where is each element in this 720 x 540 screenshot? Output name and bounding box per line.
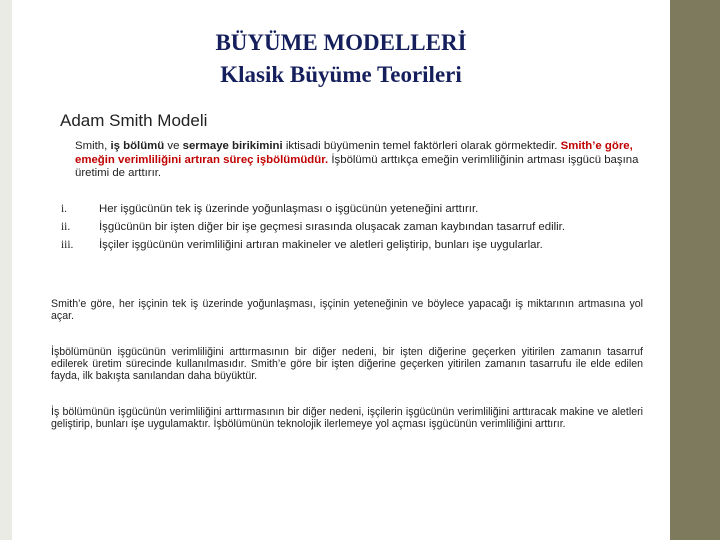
- intro-text: iktisadi büyümenin temel faktörleri olarak görmektedir.: [282, 140, 561, 152]
- intro-text: İşbölümü arttıkça emeğin verimliliğinin artması işgücü başına üretimi de arttırır.: [75, 153, 639, 179]
- slide-subtitle: Klasik Büyüme Teorileri: [220, 62, 462, 87]
- intro-paragraph: [75, 140, 670, 181]
- paragraph-1: Smith’e göre, her işçinin tek iş üzerinde yoğunlaşması, işçinin yeteneğinin ve böylece yapacağı iş miktarının artmasına yol açar.: [51, 298, 643, 322]
- list-number: ii.: [61, 221, 71, 233]
- list-number: iii.: [61, 239, 74, 251]
- list-item: [61, 239, 671, 252]
- list-text: Her işgücünün tek iş üzerinde yoğunlaşması o işgücünün yeteneğini arttırır.: [99, 203, 479, 215]
- paragraph-2: İşbölümünün işgücünün verimliliğini arttırmasının bir diğer nedeni, bir işten diğerine geçerken yitirilen zamanın tasarruf edilerek üretim sürecinde kullanılmasıdır. Smith’e göre bir işten diğerine geçerken yitirilen zamanın tasarrufu ile elde edilen fayda, ilk bakışta sanılandan daha büyüktür.: [51, 346, 643, 382]
- roman-list: [61, 203, 671, 257]
- list-text: İşçiler işgücünün verimliliğini artıran makineler ve aletleri geliştirip, bunları işe uygularlar.: [99, 239, 543, 251]
- slide: [12, 0, 670, 540]
- slide-title: BÜYÜME MODELLERİ: [215, 30, 467, 55]
- intro-text: ve: [164, 140, 183, 152]
- intro-bold-term: iş bölümü: [110, 140, 165, 152]
- list-text: İşgücünün bir işten diğer bir işe geçmesi sırasında oluşacak zaman kaybından tasarruf edilir.: [99, 221, 565, 233]
- intro-highlight: Smith’e göre, emeğin verimliliğini artıran süreç işbölümüdür.: [75, 140, 633, 166]
- list-number: i.: [61, 203, 68, 215]
- section-heading: Adam Smith Modeli: [60, 111, 208, 130]
- decorative-side-bar: [670, 0, 720, 540]
- list-item: [61, 221, 671, 234]
- intro-bold-term: sermaye birikimini: [182, 140, 283, 152]
- list-item: [61, 203, 671, 216]
- paragraph-3: İş bölümünün işgücünün verimliliğini arttırmasının bir diğer nedeni, işçilerin işgücünün verimliliğini arttıracak makine ve aletleri geliştirip, bunları işe uygulamaktır. İşbölümünün teknolojik ilerlemeye yol açması işgücünün verimliliğini arttırır.: [51, 406, 643, 430]
- intro-text: Smith,: [75, 140, 111, 152]
